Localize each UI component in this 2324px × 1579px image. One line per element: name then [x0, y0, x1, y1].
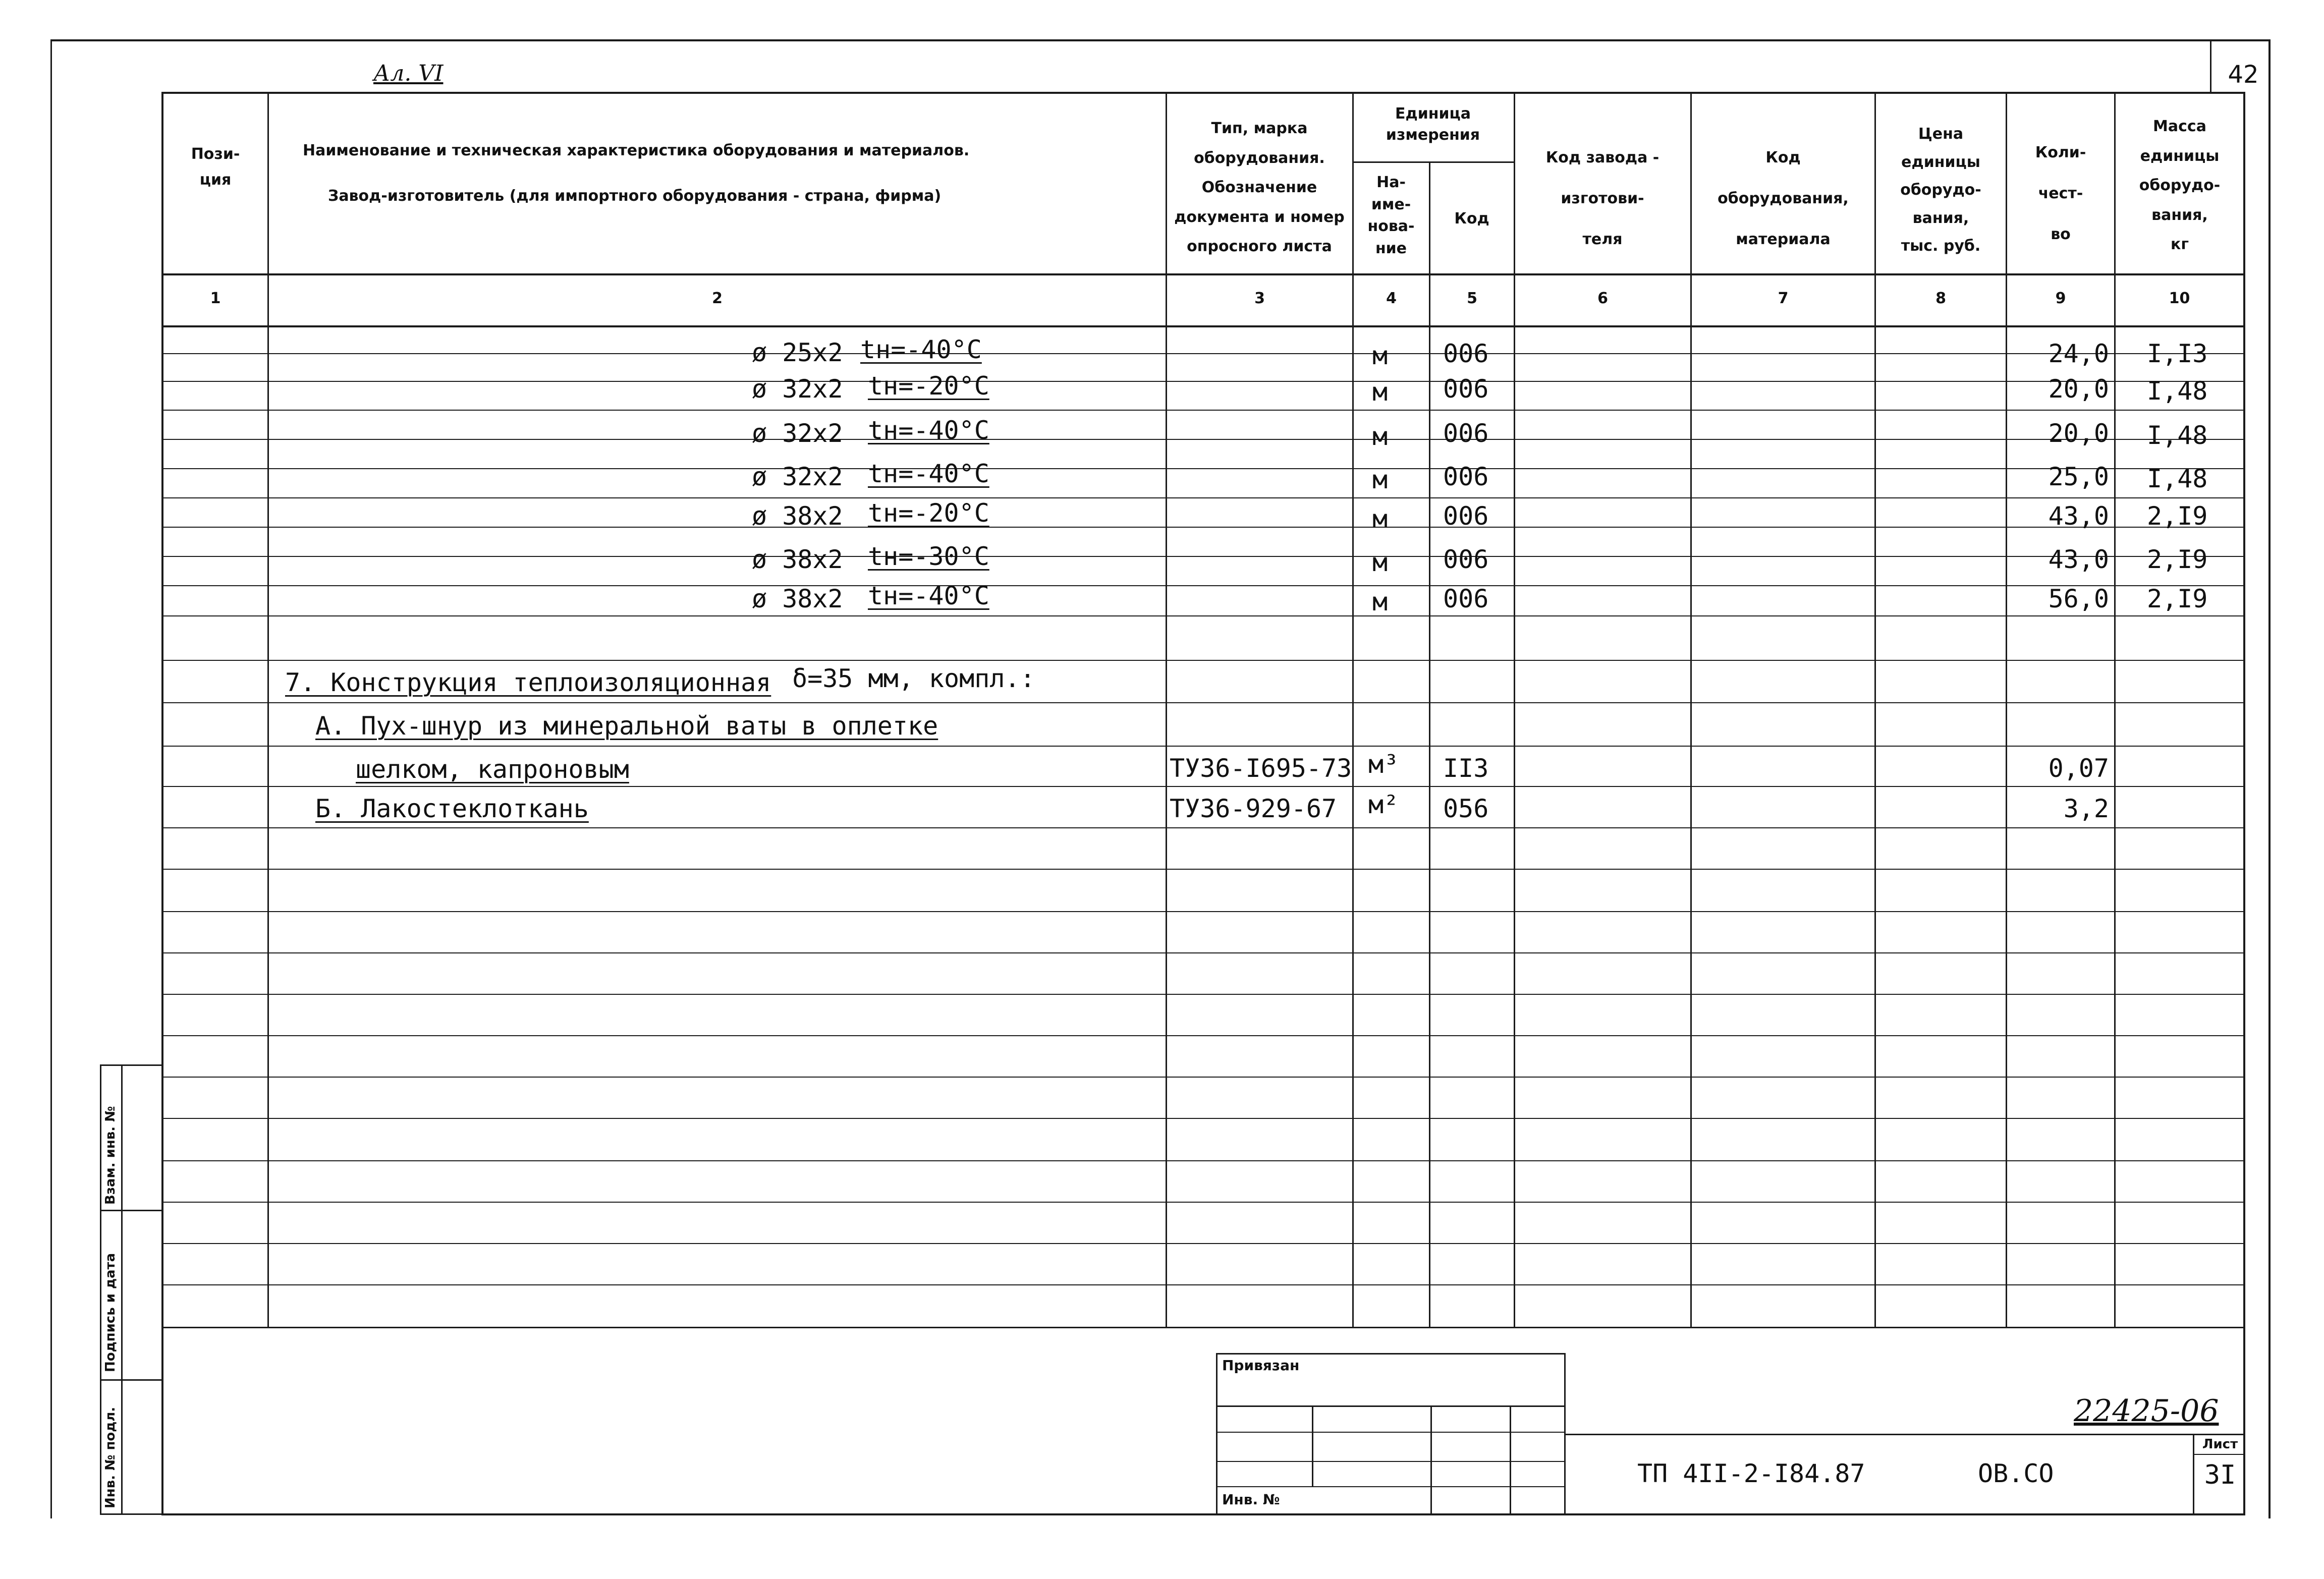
table-bottom — [161, 1513, 2245, 1515]
pipe-qty: 24,0 — [2048, 339, 2109, 368]
pipe-diameter: ø 32x2 — [752, 462, 843, 491]
col-sep-1 — [267, 92, 269, 1328]
col-sep-8 — [2006, 92, 2007, 1328]
header-equipment-code: Код оборудования, материала — [1718, 149, 1849, 248]
sheet-label: Лист — [2202, 1437, 2238, 1452]
pipe-diameter: ø 38x2 — [752, 584, 843, 613]
pipe-mass: I,48 — [2147, 464, 2208, 493]
colnum-6: 6 — [1597, 290, 1608, 307]
pipe-unit: м — [1372, 422, 1388, 451]
units-divider — [1352, 161, 1514, 163]
pipe-temperature: tн=-40°C — [868, 459, 989, 488]
pipe-diameter: ø 38x2 — [752, 545, 843, 574]
section7-item-b-unit: м² — [1368, 790, 1399, 819]
colnum-5: 5 — [1467, 290, 1477, 307]
col-sep-5 — [1514, 92, 1515, 1328]
header-unit-name: На- име- нова- ние — [1367, 174, 1415, 257]
pipe-unit: м — [1372, 341, 1388, 370]
pipe-temperature: tн=-40°C — [860, 335, 982, 364]
page-number: 42 — [2228, 61, 2259, 89]
privyazan-box-left — [1216, 1353, 1218, 1514]
section7-item-b-doc: ТУ36-929-67 — [1170, 794, 1337, 823]
side-strip-top — [100, 1064, 163, 1066]
sheet-number: 3I — [2204, 1460, 2236, 1490]
section7-item-a-qty: 0,07 — [2048, 754, 2109, 783]
pipe-unit: м — [1372, 377, 1388, 407]
side-strip-mid — [121, 1064, 123, 1513]
pipe-unit: м — [1372, 548, 1388, 577]
pipe-temperature: tн=-40°C — [868, 416, 989, 445]
section7-item-b: Б. Лакостеклоткань — [315, 794, 589, 823]
section7-item-b-qty: 3,2 — [2063, 794, 2109, 823]
section7-item-a-doc: ТУ36-I695-73 — [1170, 754, 1352, 783]
pipe-unit: м — [1372, 587, 1388, 616]
header-bottom — [161, 273, 2245, 275]
project-code: 22425-06 — [2074, 1393, 2219, 1429]
col-sep-2 — [1166, 92, 1167, 1328]
pipe-mass: 2,I9 — [2147, 501, 2208, 531]
colnum-4: 4 — [1386, 290, 1397, 307]
pipe-qty: 20,0 — [2048, 419, 2109, 448]
pipe-code: 006 — [1443, 545, 1489, 574]
pipe-code: 006 — [1443, 501, 1489, 531]
header-price: Цена единицы оборудо- вания, тыс. руб. — [1900, 125, 1981, 255]
header-name-line2: Завод-изготовитель (для импортного оборудования - страна, фирма) — [328, 187, 942, 205]
header-type: Тип, марка оборудования. Обозначение документа и номер опросного листа — [1174, 120, 1345, 255]
side-label-inv-orig: Инв. № подл. — [103, 1406, 118, 1508]
privyazan-box-top — [1216, 1353, 1566, 1355]
section7-title: 7. Конструкция теплоизоляционная — [285, 668, 771, 697]
section7-item-a-line2: шелком, капроновым — [356, 755, 629, 784]
pipe-qty: 25,0 — [2048, 462, 2109, 491]
document-section: ОВ.СО — [1978, 1459, 2054, 1488]
pipe-mass: I,48 — [2147, 421, 2208, 450]
pipe-code: 006 — [1443, 339, 1489, 368]
header-factory-code: Код завода - изготови- теля — [1545, 149, 1659, 248]
pipe-mass: I,48 — [2147, 376, 2208, 406]
pipe-unit: м — [1372, 465, 1388, 494]
pipe-code: 006 — [1443, 462, 1489, 491]
colnum-1: 1 — [210, 290, 221, 307]
table-right — [2243, 92, 2245, 1514]
pipe-unit: м — [1372, 504, 1388, 534]
section7-item-a-line1: А. Пух-шнур из минеральной ваты в оплетке — [315, 711, 938, 741]
colnum-bottom — [161, 325, 2245, 327]
pipe-temperature: tн=-20°C — [868, 498, 989, 528]
colnum-2: 2 — [712, 290, 723, 307]
header-unit-group: Единица измерения — [1386, 105, 1480, 144]
colnum-3: 3 — [1254, 290, 1265, 307]
side-label-replacement-inv: Взам. инв. № — [103, 1106, 118, 1205]
pipe-qty: 43,0 — [2048, 501, 2109, 531]
colnum-8: 8 — [1935, 290, 1946, 307]
col-sep-9 — [2114, 92, 2116, 1328]
colnum-7: 7 — [1778, 290, 1789, 307]
sheet-box-divider — [2193, 1454, 2245, 1455]
pipe-mass: I,I3 — [2147, 339, 2208, 368]
inv-no-label: Инв. № — [1222, 1491, 1280, 1508]
pipe-mass: 2,I9 — [2147, 545, 2208, 574]
frame-right — [2268, 39, 2271, 1518]
pipe-temperature: tн=-40°C — [868, 581, 989, 610]
col-sep-7 — [1874, 92, 1876, 1328]
section7-delta: δ=35 мм, компл.: — [792, 664, 1035, 693]
side-label-signature-date: Подпись и дата — [103, 1253, 118, 1372]
pipe-diameter: ø 32x2 — [752, 374, 843, 404]
pipe-temperature: tн=-30°C — [868, 542, 989, 571]
colnum-9: 9 — [2055, 290, 2066, 307]
pipe-qty: 56,0 — [2048, 584, 2109, 613]
pipe-mass: 2,I9 — [2147, 584, 2208, 613]
header-name-line1: Наименование и техническая характеристика оборудования и материалов. — [303, 142, 970, 159]
sheet-box-left — [2193, 1434, 2194, 1514]
sheet-ref: Ал. VI — [373, 61, 444, 86]
header-position: Пози- ция — [191, 145, 240, 189]
pipe-diameter: ø 32x2 — [752, 419, 843, 448]
pipe-qty: 20,0 — [2048, 374, 2109, 404]
pipe-qty: 43,0 — [2048, 545, 2109, 574]
header-unit-code: Код — [1454, 210, 1489, 228]
col-sep-3 — [1352, 92, 1354, 1328]
col-sep-4 — [1429, 161, 1430, 1328]
pipe-code: 006 — [1443, 584, 1489, 613]
section7-item-a-unit: м³ — [1368, 750, 1399, 779]
side-strip-left — [100, 1064, 101, 1513]
document-designation: ТП 4II-2-I84.87 — [1637, 1459, 1865, 1488]
pipe-temperature: tн=-20°C — [868, 371, 989, 401]
pipe-diameter: ø 38x2 — [752, 501, 843, 531]
frame-top — [50, 39, 2271, 41]
designation-row-top — [1564, 1434, 2245, 1435]
section7-item-a-code: II3 — [1443, 754, 1489, 783]
frame-left-outer — [50, 39, 52, 1518]
table-top — [161, 92, 2245, 94]
colnum-10: 10 — [2169, 290, 2190, 307]
col-sep-6 — [1690, 92, 1692, 1328]
pipe-code: 006 — [1443, 374, 1489, 404]
pipe-code: 006 — [1443, 419, 1489, 448]
section7-item-b-code: 056 — [1443, 794, 1489, 823]
header-mass: Масса единицы оборудо- вания, кг — [2139, 118, 2221, 253]
header-quantity: Коли- чест- во — [2035, 144, 2086, 243]
privyazan-label: Привязан — [1222, 1357, 1300, 1374]
page-number-box-left — [2210, 39, 2211, 93]
pipe-diameter: ø 25x2 — [752, 338, 843, 367]
